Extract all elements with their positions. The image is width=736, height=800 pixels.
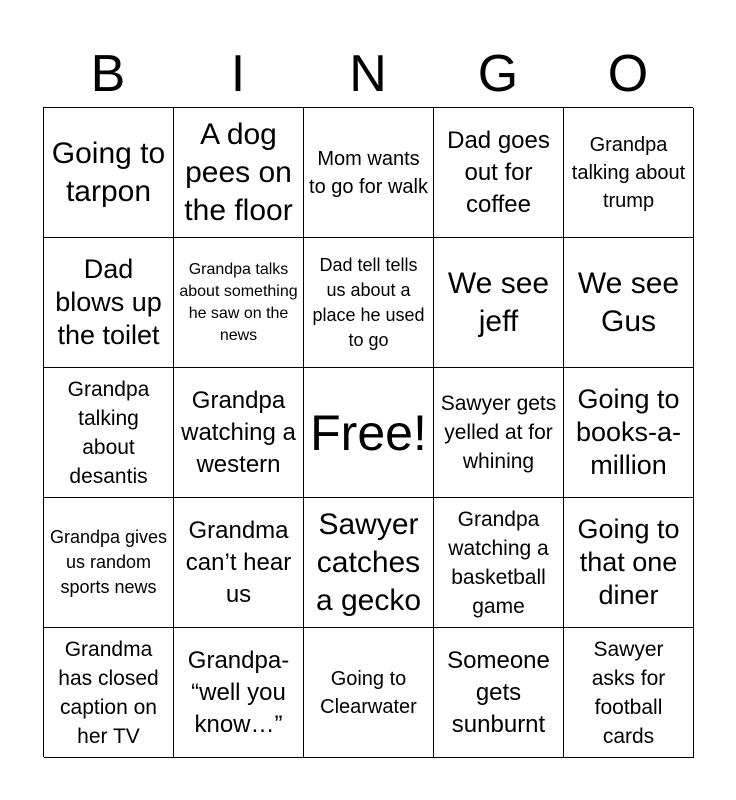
bingo-cell-r4c4[interactable] [434,498,564,628]
bingo-cell-r2c3[interactable] [304,238,434,368]
bingo-cell-r5c2[interactable] [174,628,304,758]
bingo-cell-text: Dad goes out for coffee [447,126,550,218]
bingo-cell-r1c2[interactable] [174,108,304,238]
bingo-cell-r4c3[interactable] [304,498,434,628]
bingo-cell-r3c5[interactable] [564,368,694,498]
bingo-cell-text: Mom wants to go for walk [309,147,428,198]
bingo-header [43,40,693,108]
bingo-cell-text: Grandpa gives us random sports news [49,527,168,597]
bingo-cell-text: Grandpa watching a western [181,386,296,478]
bingo-board [43,107,693,757]
bingo-cell-text: We see jeff [447,266,550,338]
bingo-cell-r3c1[interactable] [44,368,174,498]
bingo-cell-r4c1[interactable] [44,498,174,628]
bingo-cell-text: Grandpa talks about something he saw on the news [179,260,298,344]
header-letter-g: G [477,45,519,103]
bingo-cell-r3c4[interactable] [434,368,564,498]
bingo-cell-r4c5[interactable] [564,498,694,628]
bingo-cell-r2c1[interactable] [44,238,174,368]
bingo-cell-r2c5[interactable] [564,238,694,368]
bingo-cell-r5c1[interactable] [44,628,174,758]
bingo-cell-r1c3[interactable] [304,108,434,238]
bingo-cell-text: Going to books-a-million [575,384,682,480]
bingo-cell-text: Grandpa talking about desantis [67,377,150,488]
bingo-cell-text: Sawyer asks for football cards [591,637,666,748]
bingo-cell-r3c3 free-space[interactable] [304,368,434,498]
bingo-cell-text: Going to that one diner [577,514,680,610]
bingo-cell-r2c4[interactable] [434,238,564,368]
bingo-cell-text: Grandpa talking about trump [571,133,686,212]
bingo-cell-text: Someone gets sunburnt [447,646,550,738]
bingo-cell-text: Grandpa- “well you know…” [187,646,290,738]
bingo-cell-r2c2[interactable] [174,238,304,368]
bingo-cell-text: Grandpa watching a basketball game [448,507,549,618]
bingo-cell-r5c3[interactable] [304,628,434,758]
bingo-cell-text: A dog pees on the floor [184,117,293,227]
bingo-cell-r1c4[interactable] [434,108,564,238]
header-letter-n: N [349,45,387,103]
bingo-cell-r1c1[interactable] [44,108,174,238]
bingo-cell-text: Grandma has closed caption on her TV [58,637,159,748]
header-letter-i: I [230,45,246,103]
bingo-cell-text: Dad blows up the toilet [55,254,162,350]
header-letter-b: B [90,45,126,103]
bingo-cell-text: Dad tell tells us about a place he used to go [312,254,425,350]
bingo-cell-r3c2[interactable] [174,368,304,498]
bingo-cell-r4c2[interactable] [174,498,304,628]
header-letter-o: O [607,45,649,103]
bingo-cell-r5c5[interactable] [564,628,694,758]
bingo-cell-text: Going to tarpon [51,136,166,208]
bingo-cell-text: Free! [310,404,427,461]
bingo-cell-text: Going to Clearwater [320,667,417,718]
bingo-cell-r5c4[interactable] [434,628,564,758]
bingo-cell-text: We see Gus [577,266,680,338]
bingo-cell-text: Grandma can’t hear us [185,516,292,608]
bingo-cell-r1c5[interactable] [564,108,694,238]
bingo-cell-text: Sawyer catches a gecko [315,507,422,617]
bingo-cell-text: Sawyer gets yelled at for whining [440,392,557,473]
